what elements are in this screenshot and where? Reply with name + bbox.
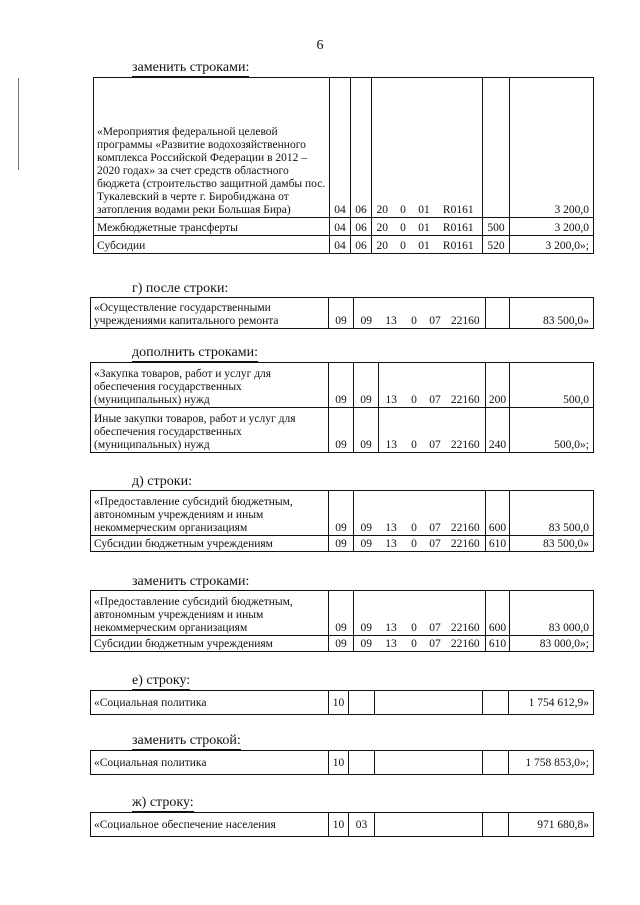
cell-amount: 3 200,0 <box>510 78 594 218</box>
table-row <box>91 536 594 552</box>
cell-program: 20 <box>372 78 393 218</box>
cell-expense-type <box>483 751 509 775</box>
cell-section: 04 <box>330 236 351 254</box>
row-name: «Осуществление государственными учреждениями капитального ремонта <box>91 298 329 329</box>
table-row <box>91 691 594 715</box>
row-name: «Социальная политика <box>91 751 329 775</box>
budget-table <box>90 297 594 329</box>
cell-subsection: 06 <box>351 78 372 218</box>
cell-program: 13 <box>379 298 404 329</box>
row-name: «Предоставление субсидий бюджетным, автономным учреждениям и иным некоммерческим организациям <box>91 491 329 536</box>
table-row <box>94 78 594 218</box>
cell-amount: 83 000,0 <box>510 591 594 636</box>
cell-subprogram: 0 <box>404 536 425 552</box>
cell-section: 10 <box>329 751 349 775</box>
cell-subsection: 09 <box>354 408 379 453</box>
cell-direction: R0161 <box>435 236 483 254</box>
budget-table <box>93 77 594 254</box>
cell-amount: 83 500,0» <box>510 298 594 329</box>
cell-section: 09 <box>329 536 354 552</box>
cell-subprogram <box>401 691 422 715</box>
cell-direction <box>443 691 483 715</box>
cell-amount: 3 200,0 <box>510 218 594 236</box>
row-name: «Социальное обеспечение населения <box>91 813 329 837</box>
table-row <box>91 813 594 837</box>
budget-table <box>90 490 594 552</box>
cell-amount: 83 500,0» <box>510 536 594 552</box>
row-name: Субсидии <box>94 236 330 254</box>
table-row <box>94 218 594 236</box>
cell-event: 01 <box>414 218 435 236</box>
cell-subsection <box>349 751 375 775</box>
section-label: д) строки: <box>132 474 192 489</box>
cell-expense-type <box>486 298 510 329</box>
cell-subsection: 09 <box>354 491 379 536</box>
cell-program <box>375 751 401 775</box>
cell-direction <box>443 751 483 775</box>
cell-subprogram <box>401 751 422 775</box>
cell-event: 01 <box>414 236 435 254</box>
budget-table <box>90 750 594 775</box>
section-label: г) после строки: <box>132 281 229 296</box>
cell-section: 10 <box>329 813 349 837</box>
cell-direction <box>443 813 483 837</box>
cell-direction: R0161 <box>435 218 483 236</box>
cell-direction: R0161 <box>435 78 483 218</box>
section-label: дополнить строками: <box>132 345 258 360</box>
cell-section: 09 <box>329 491 354 536</box>
cell-expense-type: 200 <box>486 363 510 408</box>
cell-subprogram: 0 <box>393 236 414 254</box>
cell-event: 01 <box>414 78 435 218</box>
cell-expense-type: 500 <box>483 218 510 236</box>
cell-expense-type: 610 <box>486 636 510 652</box>
budget-table <box>90 690 594 715</box>
cell-section: 09 <box>329 591 354 636</box>
cell-subsection <box>349 691 375 715</box>
cell-event: 07 <box>425 536 446 552</box>
cell-program: 13 <box>379 363 404 408</box>
cell-program: 13 <box>379 408 404 453</box>
margin-line <box>18 78 19 170</box>
section-label: е) строку: <box>132 673 191 688</box>
cell-subsection: 09 <box>354 591 379 636</box>
cell-amount: 500,0»; <box>510 408 594 453</box>
cell-section: 09 <box>329 636 354 652</box>
cell-subprogram: 0 <box>393 78 414 218</box>
cell-event: 07 <box>425 591 446 636</box>
cell-program: 13 <box>379 591 404 636</box>
cell-subsection: 09 <box>354 298 379 329</box>
cell-program <box>375 691 401 715</box>
row-name: «Мероприятия федеральной целевой программы «Развитие водохозяйственного комплекса Российской Федерации в 2012 – 2020 годах» за счет средств областного бюджета (строительство защитной дамбы пос. Тукалевский в черте г. Биробиджана от затопления водами реки Большая Бира) <box>94 78 330 218</box>
cell-expense-type <box>483 78 510 218</box>
cell-section: 09 <box>329 298 354 329</box>
cell-subsection: 03 <box>349 813 375 837</box>
section-label: заменить строкой: <box>132 733 241 748</box>
cell-event: 07 <box>425 408 446 453</box>
cell-direction: 22160 <box>446 408 486 453</box>
cell-direction: 22160 <box>446 363 486 408</box>
row-name: «Социальная политика <box>91 691 329 715</box>
cell-event <box>422 691 443 715</box>
section-label: ж) строку: <box>132 795 194 810</box>
cell-expense-type: 520 <box>483 236 510 254</box>
row-name: Субсидии бюджетным учреждениям <box>91 636 329 652</box>
cell-section: 09 <box>329 408 354 453</box>
cell-event <box>422 813 443 837</box>
cell-subprogram: 0 <box>404 363 425 408</box>
cell-program <box>375 813 401 837</box>
table-row <box>91 751 594 775</box>
cell-subprogram: 0 <box>393 218 414 236</box>
cell-section: 04 <box>330 78 351 218</box>
row-name: «Закупка товаров, работ и услуг для обеспечения государственных (муниципальных) нужд <box>91 363 329 408</box>
cell-subsection: 09 <box>354 536 379 552</box>
cell-expense-type <box>483 691 509 715</box>
table-row <box>91 491 594 536</box>
cell-subprogram: 0 <box>404 636 425 652</box>
cell-subsection: 06 <box>351 218 372 236</box>
cell-subprogram: 0 <box>404 491 425 536</box>
budget-table <box>90 590 594 652</box>
cell-program: 13 <box>379 536 404 552</box>
cell-amount: 971 680,8» <box>509 813 594 837</box>
cell-program: 20 <box>372 236 393 254</box>
table-row <box>91 591 594 636</box>
cell-direction: 22160 <box>446 636 486 652</box>
budget-table <box>90 812 594 837</box>
budget-table <box>90 362 594 453</box>
cell-expense-type: 600 <box>486 591 510 636</box>
table-row <box>91 298 594 329</box>
row-name: «Предоставление субсидий бюджетным, автономным учреждениям и иным некоммерческим организациям <box>91 591 329 636</box>
cell-event: 07 <box>425 636 446 652</box>
table-row <box>91 408 594 453</box>
cell-direction: 22160 <box>446 491 486 536</box>
page-number: 6 <box>316 38 324 53</box>
cell-subprogram: 0 <box>404 298 425 329</box>
cell-event: 07 <box>425 491 446 536</box>
cell-program: 13 <box>379 491 404 536</box>
cell-subsection: 06 <box>351 236 372 254</box>
cell-section: 10 <box>329 691 349 715</box>
cell-subprogram: 0 <box>404 408 425 453</box>
cell-direction: 22160 <box>446 536 486 552</box>
cell-program: 13 <box>379 636 404 652</box>
cell-event: 07 <box>425 363 446 408</box>
cell-amount: 83 500,0 <box>510 491 594 536</box>
row-name: Субсидии бюджетным учреждениям <box>91 536 329 552</box>
cell-amount: 1 758 853,0»; <box>509 751 594 775</box>
row-name: Межбюджетные трансферты <box>94 218 330 236</box>
row-name: Иные закупки товаров, работ и услуг для обеспечения государственных (муниципальных) нужд <box>91 408 329 453</box>
cell-subprogram <box>401 813 422 837</box>
cell-expense-type <box>483 813 509 837</box>
cell-direction: 22160 <box>446 591 486 636</box>
cell-program: 20 <box>372 218 393 236</box>
cell-subprogram: 0 <box>404 591 425 636</box>
cell-section: 04 <box>330 218 351 236</box>
cell-direction: 22160 <box>446 298 486 329</box>
table-row <box>91 363 594 408</box>
cell-event <box>422 751 443 775</box>
section-label: заменить строками: <box>132 574 250 589</box>
cell-subsection: 09 <box>354 636 379 652</box>
cell-event: 07 <box>425 298 446 329</box>
cell-expense-type: 610 <box>486 536 510 552</box>
cell-expense-type: 600 <box>486 491 510 536</box>
cell-amount: 1 754 612,9» <box>509 691 594 715</box>
cell-amount: 3 200,0»; <box>510 236 594 254</box>
table-row <box>91 636 594 652</box>
cell-amount: 500,0 <box>510 363 594 408</box>
section-label: заменить строками: <box>132 60 250 75</box>
table-row <box>94 236 594 254</box>
cell-amount: 83 000,0»; <box>510 636 594 652</box>
cell-section: 09 <box>329 363 354 408</box>
cell-expense-type: 240 <box>486 408 510 453</box>
cell-subsection: 09 <box>354 363 379 408</box>
